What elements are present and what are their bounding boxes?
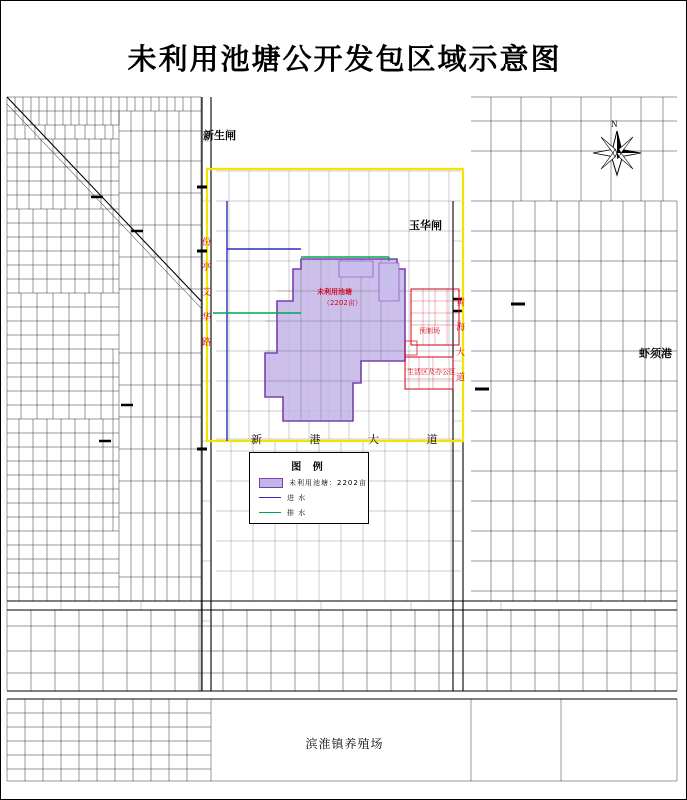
compass-rose bbox=[587, 119, 647, 187]
label-parcel-unused-pond-area: （2202亩） bbox=[323, 299, 362, 307]
page-title: 未利用池塘公开发包区域示意图 bbox=[127, 42, 562, 76]
compass-north-label: N bbox=[611, 119, 618, 129]
label-road-fenting-aihua: 份 亭 艾 华 路 bbox=[200, 237, 210, 349]
legend-line-inlet bbox=[259, 497, 281, 498]
legend-label-pond: 未利用池塘：2202亩 bbox=[289, 478, 367, 487]
legend-item-inlet bbox=[259, 492, 368, 503]
legend-swatch-pond bbox=[259, 478, 283, 488]
legend-item-pond bbox=[259, 477, 368, 488]
compass-icon bbox=[587, 119, 647, 187]
legend-line-outlet bbox=[259, 512, 281, 513]
label-gate-xinsheng: 新生闸 bbox=[203, 129, 236, 142]
cadastral-parcels-left bbox=[7, 97, 201, 691]
cadastral-parcels-bottom bbox=[7, 610, 677, 781]
label-area-yuzhichang: 预制场 bbox=[419, 327, 440, 335]
road-crossings bbox=[91, 187, 207, 449]
roads-horizontal bbox=[7, 601, 677, 699]
legend-label-inlet: 进 水 bbox=[287, 493, 307, 502]
label-parcel-unused-pond: 未利用池塘 bbox=[317, 288, 352, 296]
legend-label-outlet: 排 水 bbox=[287, 508, 307, 517]
label-road-xingang-avenue: 新 港 大 道 bbox=[251, 433, 460, 446]
legend-title: 图 例 bbox=[291, 462, 327, 473]
map-canvas bbox=[1, 1, 687, 800]
legend-item-outlet bbox=[259, 507, 368, 518]
parcel-unused-pond bbox=[265, 259, 405, 421]
label-gate-yuhua: 玉华闸 bbox=[409, 219, 442, 232]
label-area-office: 生活区及办公区 bbox=[407, 368, 456, 376]
legend-box bbox=[249, 452, 369, 524]
road-diagonal-left bbox=[7, 97, 201, 308]
label-port-xiaxu: 虾须港 bbox=[639, 347, 672, 360]
bottom-caption: 滨淮镇养殖场 bbox=[305, 737, 384, 751]
label-road-huanghai-avenue: 黄 海 大 道 bbox=[454, 297, 464, 384]
